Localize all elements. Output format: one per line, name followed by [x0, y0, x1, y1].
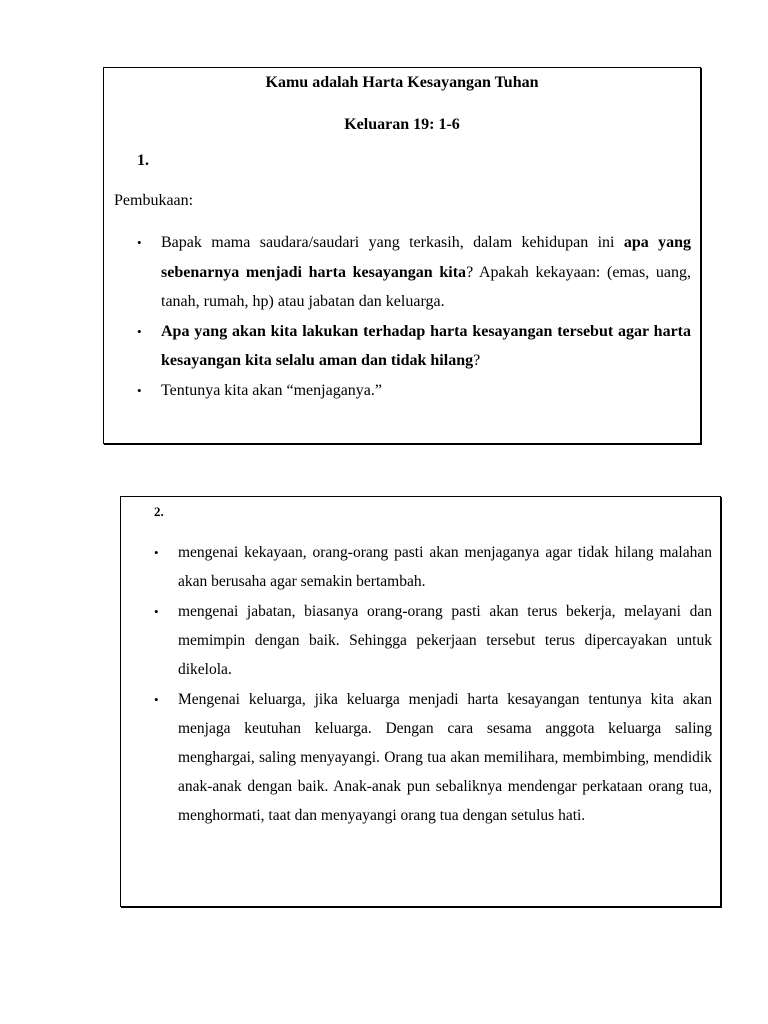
bullet-item — [154, 597, 712, 684]
section-number: 2. — [154, 504, 164, 519]
bullet-text: Tentunya kita akan “menjaganya.” — [161, 381, 382, 399]
bullet-item — [154, 538, 712, 596]
bullet-dot-icon: • — [154, 692, 159, 707]
bullet-dot-icon: • — [137, 323, 142, 339]
bullet-text-bold: Apa yang akan kita lakukan terhadap harta kesayangan tersebut agar harta kesayangan kita selalu aman dan tidak hilang — [161, 322, 691, 369]
opening-bullet-list — [137, 228, 691, 405]
bullet-text: ? — [473, 352, 481, 369]
bullet-text: mengenai jabatan, biasanya orang-orang pasti akan terus bekerja, melayani dan memimpin dengan baik. Sehingga pekerjaan tersebut terus dipercayakan untuk dikelola. — [178, 603, 712, 678]
slide-card-1 — [103, 67, 701, 444]
scripture-reference: Keluaran 19: 1-6 — [344, 116, 460, 133]
bullet-item — [154, 685, 712, 830]
bullet-dot-icon: • — [137, 382, 142, 398]
bullet-text-bold: apa yang sebenarnya menjadi harta kesayangan kita — [161, 234, 692, 281]
bullet-item — [137, 317, 691, 376]
bullet-dot-icon: • — [154, 545, 159, 560]
opening-label: Pembukaan: — [114, 192, 194, 209]
bullet-item — [137, 376, 691, 406]
treasure-bullet-list — [154, 538, 712, 830]
bullet-text: Mengenai keluarga, jika keluarga menjadi harta kesayangan tentunya kita akan menjaga keutuhan keluarga. Dengan cara sesama anggota keluarga saling menghargai, saling menyayangi. Orang tua akan memilihara, membimbing, mendidik anak-anak dengan baik. Anak-anak pun sebaliknya mendengar perkataan orang tua, menghormati, taat dan menyayangi orang tua dengan setulus hati. — [178, 691, 712, 824]
bullet-item — [137, 228, 691, 317]
slide-card-2 — [120, 496, 721, 907]
bullet-dot-icon: • — [154, 604, 159, 619]
bullet-text: Bapak mama saudara/saudari yang terkasih, dalam kehidupan ini — [161, 234, 624, 251]
section-number: 1. — [137, 152, 149, 169]
bullet-dot-icon: • — [137, 235, 142, 250]
sermon-title: Kamu adalah Harta Kesayangan Tuhan — [265, 74, 539, 91]
bullet-text: mengenai kekayaan, orang-orang pasti akan menjaganya agar tidak hilang malahan akan berusaha agar semakin bertambah. — [178, 544, 712, 590]
bullet-text: ? Apakah kekayaan: (emas, uang, tanah, rumah, hp) atau jabatan dan keluarga. — [161, 263, 691, 310]
